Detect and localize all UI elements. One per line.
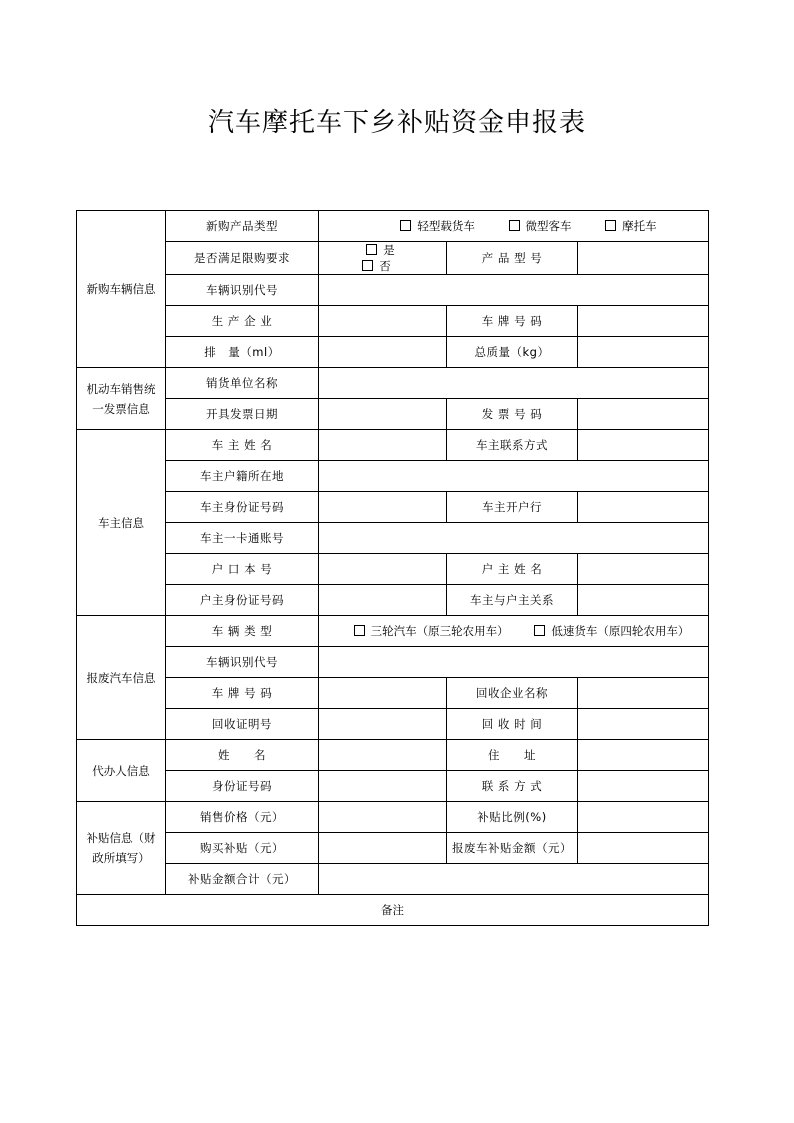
table-row bbox=[77, 678, 709, 709]
owner-relation-field[interactable] bbox=[578, 585, 709, 616]
agent-contact-label: 联 系 方 式 bbox=[447, 771, 578, 802]
product-type-options bbox=[319, 211, 709, 242]
table-row bbox=[77, 523, 709, 554]
table-row bbox=[77, 492, 709, 523]
owner-bank-field[interactable] bbox=[578, 492, 709, 523]
table-row bbox=[77, 337, 709, 368]
owner-name-field[interactable] bbox=[319, 430, 447, 461]
section-owner: 车主信息 bbox=[77, 430, 166, 616]
agent-address-field[interactable] bbox=[578, 740, 709, 771]
invoice-date-label: 开具发票日期 bbox=[166, 399, 319, 430]
plate-no-label: 车 牌 号 码 bbox=[447, 306, 578, 337]
checkbox-icon[interactable] bbox=[354, 625, 365, 636]
table-row bbox=[77, 771, 709, 802]
table-row bbox=[77, 306, 709, 337]
owner-card-label: 车主一卡通账号 bbox=[166, 523, 319, 554]
option-mini-bus[interactable]: 微型客车 bbox=[509, 219, 572, 233]
manufacturer-label: 生 产 企 业 bbox=[166, 306, 319, 337]
total-mass-label: 总质量（kg） bbox=[447, 337, 578, 368]
agent-address-label: 住 址 bbox=[447, 740, 578, 771]
invoice-no-field[interactable] bbox=[578, 399, 709, 430]
sale-price-field[interactable] bbox=[319, 802, 447, 833]
recycle-cert-field[interactable] bbox=[319, 709, 447, 740]
recycle-time-label: 回 收 时 间 bbox=[447, 709, 578, 740]
checkbox-icon[interactable] bbox=[362, 260, 373, 271]
owner-contact-label: 车主联系方式 bbox=[447, 430, 578, 461]
vehicle-type-label: 车 辆 类 型 bbox=[166, 616, 319, 647]
table-row bbox=[77, 895, 709, 926]
recycle-cert-label: 回收证明号 bbox=[166, 709, 319, 740]
option-low-speed-truck[interactable]: 低速货车（原四轮农用车） bbox=[534, 624, 689, 638]
manufacturer-field[interactable] bbox=[319, 306, 447, 337]
section-agent: 代办人信息 bbox=[77, 740, 166, 802]
owner-card-field[interactable] bbox=[319, 523, 709, 554]
householder-id-field[interactable] bbox=[319, 585, 447, 616]
owner-name-label: 车 主 姓 名 bbox=[166, 430, 319, 461]
table-row bbox=[77, 802, 709, 833]
option-motorcycle[interactable]: 摩托车 bbox=[605, 219, 657, 233]
agent-id-field[interactable] bbox=[319, 771, 447, 802]
table-row bbox=[77, 242, 709, 275]
product-model-field[interactable] bbox=[578, 242, 709, 275]
product-type-label: 新购产品类型 bbox=[166, 211, 319, 242]
table-row bbox=[77, 211, 709, 242]
meets-requirement-label: 是否满足限购要求 bbox=[166, 242, 319, 275]
table-row bbox=[77, 275, 709, 306]
checkbox-icon[interactable] bbox=[509, 220, 520, 231]
scrap-subsidy-label: 报废车补贴金额（元） bbox=[447, 833, 578, 864]
meets-requirement-options bbox=[319, 242, 447, 275]
checkbox-icon[interactable] bbox=[534, 625, 545, 636]
subsidy-total-field[interactable] bbox=[319, 864, 709, 895]
section-new-vehicle: 新购车辆信息 bbox=[77, 211, 166, 368]
householder-name-field[interactable] bbox=[578, 554, 709, 585]
table-row bbox=[77, 368, 709, 399]
option-light-truck[interactable]: 轻型载货车 bbox=[400, 219, 475, 233]
agent-id-label: 身份证号码 bbox=[166, 771, 319, 802]
householder-name-label: 户 主 姓 名 bbox=[447, 554, 578, 585]
owner-relation-label: 车主与户主关系 bbox=[447, 585, 578, 616]
sale-price-label: 销售价格（元） bbox=[166, 802, 319, 833]
table-row bbox=[77, 461, 709, 492]
owner-hukou-label: 车主户籍所在地 bbox=[166, 461, 319, 492]
table-row bbox=[77, 430, 709, 461]
remarks-field[interactable] bbox=[77, 895, 709, 926]
table-row bbox=[77, 864, 709, 895]
checkbox-icon[interactable] bbox=[400, 220, 411, 231]
subsidy-total-label: 补贴金额合计（元） bbox=[166, 864, 319, 895]
page-title: 汽车摩托车下乡补贴资金申报表 bbox=[207, 108, 586, 138]
table-row bbox=[77, 647, 709, 678]
vin-field[interactable] bbox=[319, 275, 709, 306]
scrap-vin-label: 车辆识别代号 bbox=[166, 647, 319, 678]
option-no[interactable]: 否 bbox=[362, 259, 391, 273]
seller-field[interactable] bbox=[319, 368, 709, 399]
invoice-no-label: 发 票 号 码 bbox=[447, 399, 578, 430]
agent-name-label: 姓 名 bbox=[166, 740, 319, 771]
table-row bbox=[77, 585, 709, 616]
subsidy-ratio-label: 补贴比例(%) bbox=[447, 802, 578, 833]
agent-contact-field[interactable] bbox=[578, 771, 709, 802]
subsidy-ratio-field[interactable] bbox=[578, 802, 709, 833]
purchase-subsidy-field[interactable] bbox=[319, 833, 447, 864]
owner-id-field[interactable] bbox=[319, 492, 447, 523]
householder-id-label: 户主身份证号码 bbox=[166, 585, 319, 616]
option-three-wheeler[interactable]: 三轮汽车（原三轮农用车） bbox=[354, 624, 509, 638]
recycler-label: 回收企业名称 bbox=[447, 678, 578, 709]
table-row bbox=[77, 554, 709, 585]
option-yes[interactable]: 是 bbox=[366, 243, 395, 257]
table-row bbox=[77, 709, 709, 740]
displacement-label: 排 量（ml） bbox=[166, 337, 319, 368]
table-row bbox=[77, 740, 709, 771]
purchase-subsidy-label: 购买补贴（元） bbox=[166, 833, 319, 864]
vin-label: 车辆识别代号 bbox=[166, 275, 319, 306]
table-row bbox=[77, 833, 709, 864]
checkbox-icon[interactable] bbox=[366, 244, 377, 255]
owner-bank-label: 车主开户行 bbox=[447, 492, 578, 523]
scrap-plate-label: 车 牌 号 码 bbox=[166, 678, 319, 709]
agent-name-field[interactable] bbox=[319, 740, 447, 771]
checkbox-icon[interactable] bbox=[605, 220, 616, 231]
seller-label: 销货单位名称 bbox=[166, 368, 319, 399]
vehicle-type-options bbox=[319, 616, 709, 647]
section-sales-invoice: 机动车销售统一发票信息 bbox=[77, 368, 166, 430]
scrap-vin-field[interactable] bbox=[319, 647, 709, 678]
recycler-field[interactable] bbox=[578, 678, 709, 709]
plate-no-field[interactable] bbox=[578, 306, 709, 337]
scrap-plate-field[interactable] bbox=[319, 678, 447, 709]
owner-contact-field[interactable] bbox=[578, 430, 709, 461]
remarks-label: 备注 bbox=[381, 903, 404, 917]
recycle-time-field[interactable] bbox=[578, 709, 709, 740]
section-subsidy: 补贴信息（财政所填写） bbox=[77, 802, 166, 895]
total-mass-field[interactable] bbox=[578, 337, 709, 368]
table-row bbox=[77, 616, 709, 647]
owner-hukou-field[interactable] bbox=[319, 461, 709, 492]
table-row bbox=[77, 399, 709, 430]
displacement-field[interactable] bbox=[319, 337, 447, 368]
product-model-label: 产 品 型 号 bbox=[447, 242, 578, 275]
invoice-date-field[interactable] bbox=[319, 399, 447, 430]
hukou-book-field[interactable] bbox=[319, 554, 447, 585]
subsidy-application-form bbox=[76, 210, 709, 926]
owner-id-label: 车主身份证号码 bbox=[166, 492, 319, 523]
hukou-book-label: 户 口 本 号 bbox=[166, 554, 319, 585]
section-scrap: 报废汽车信息 bbox=[77, 616, 166, 740]
scrap-subsidy-field[interactable] bbox=[578, 833, 709, 864]
